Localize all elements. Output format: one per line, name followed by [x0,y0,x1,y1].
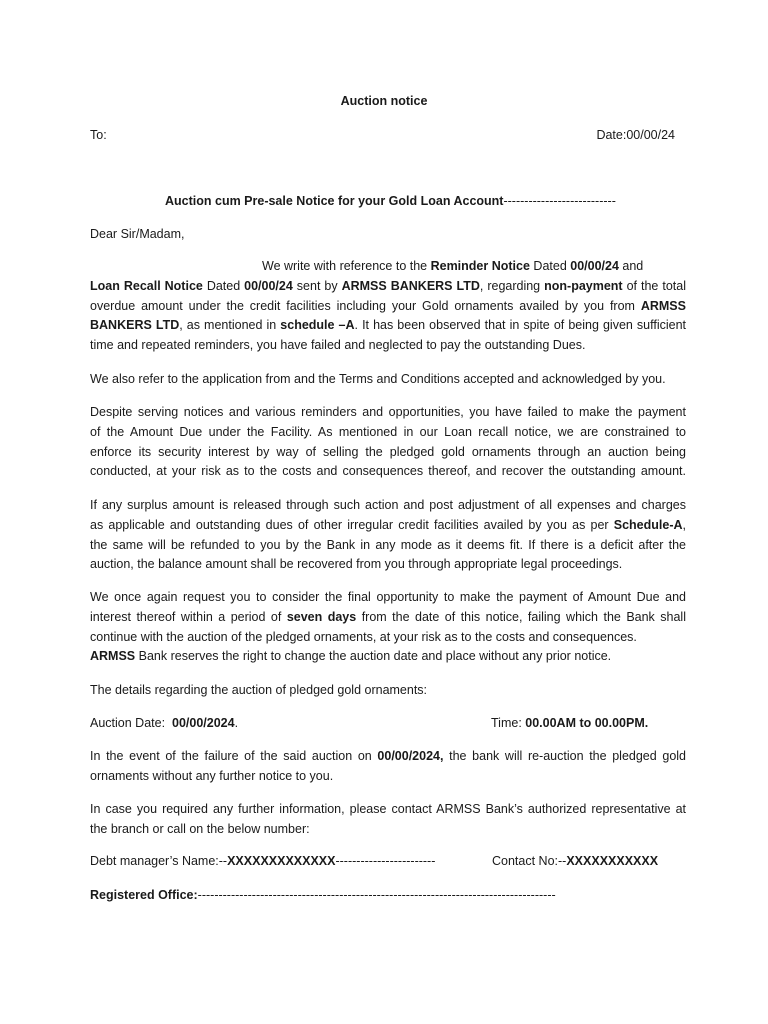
p7-line-1: In the event of the failure of the said auction on 00/00/2024, the bank will re-auction the pledged gold [90,749,687,763]
p5-line-1: We once again request you to consider the final opportunity to make the payment of Amount Due and [90,590,686,604]
debt-manager [90,852,435,872]
auction-date-end: . [234,716,239,730]
registered-office [90,886,556,906]
p3-line-1: Despite serving notices and various reminders and opportunities, you have failed to make the payment [90,405,686,419]
p1-line-2: Loan Recall Notice Dated 00/00/24 sent by ARMSS BANKERS LTD, regarding non-payment of the total [90,278,686,293]
debt-manager-dashes: ------------------------ [335,854,436,868]
contact-number [492,852,658,872]
p2-line-1: We also refer to the application from and the Terms and Conditions accepted and acknowledged by you. [90,372,666,386]
p7-line-2: ornaments without any further notice to you. [90,768,334,783]
p4-line-1: If any surplus amount is released through such action and post adjustment of all expenses and charges [90,498,686,512]
contact-number-value: XXXXXXXXXXX [566,854,659,868]
to-label: To: [90,128,107,142]
paragraph-surplus [90,496,686,575]
paragraph-contact [90,800,686,840]
auction-date-label: Auction Date: [90,716,172,730]
p8-line-1: In case you required any further information, please contact ARMSS Bank’s authorized representative at [90,802,686,816]
registered-office-dashes: -------------------------------------------------------------------------------------- [197,888,556,902]
paragraph-terms [90,370,686,390]
paragraph-reauction [90,747,686,787]
auction-date [90,714,238,734]
subject-line [165,192,616,212]
p5-line-2: interest thereof within a period of seven days from the date of this notice, failing which the Bank shall [90,609,686,624]
p4-line-2: as applicable and outstanding dues of other irregular credit facilities availed by you as per Schedule-A, [90,517,686,532]
subject-text: Auction cum Pre-sale Notice for your Gold Loan Account [165,194,504,208]
paragraph-final-opportunity [90,588,686,667]
p3-line-3: enforce its security interest by way of selling the pledged gold ornaments through an auction being [90,444,686,459]
auction-date-value: 00/00/2024 [172,716,235,730]
subject-dashes: --------------------------- [503,194,616,208]
p3-line-4: conducted, at your risk as to the costs and consequences thereof, and recover the outstanding amount. [90,464,686,479]
p3-line-2: of the Amount Due under the Facility. As mentioned in our Loan recall notice, we are constrained to [90,424,686,439]
auction-time-value: 00.00AM to 00.00PM. [525,716,649,730]
auction-time [491,714,648,734]
paragraph-despite [90,403,686,482]
p1-line-5: time and repeated reminders, you have failed and neglected to pay the outstanding Dues. [90,338,586,353]
p5-line-3: continue with the auction of the pledged ornaments, at your risk as to the costs and consequences. [90,629,637,644]
p5-line-4: ARMSS Bank reserves the right to change the auction date and place without any prior notice. [90,649,612,664]
auction-time-label: Time: [491,716,526,730]
contact-number-label: Contact No:-- [492,854,567,868]
date-label: Date:00/00/24 [596,128,675,142]
p1-line-3: overdue amount under the credit facilities including your Gold ornaments availed by you from ARMSS [90,298,686,313]
p8-line-2: the branch or call on the below number: [90,821,310,836]
p4-line-4: auction, the balance amount shall be recovered from you through appropriate legal proceedings. [90,557,623,572]
debt-manager-value: XXXXXXXXXXXXX [227,854,336,868]
p4-line-3: the same will be refunded to you by the Bank in any mode as it deems fit. If there is a deficit after the [90,537,686,552]
debt-manager-label: Debt manager’s Name:-- [90,854,228,868]
paragraph-details: The details regarding the auction of pledged gold ornaments: [90,683,428,697]
salutation: Dear Sir/Madam, [90,227,185,241]
paragraph-reference [90,257,686,356]
p1-line-1: We write with reference to the Reminder Notice Dated 00/00/24 and [262,259,644,273]
p1-line-4: BANKERS LTD, as mentioned in schedule –A. It has been observed that in spite of being given sufficient [90,318,687,333]
document-title [0,92,768,112]
registered-office-label: Registered Office: [90,888,198,902]
title-text: Auction notice [340,94,428,108]
